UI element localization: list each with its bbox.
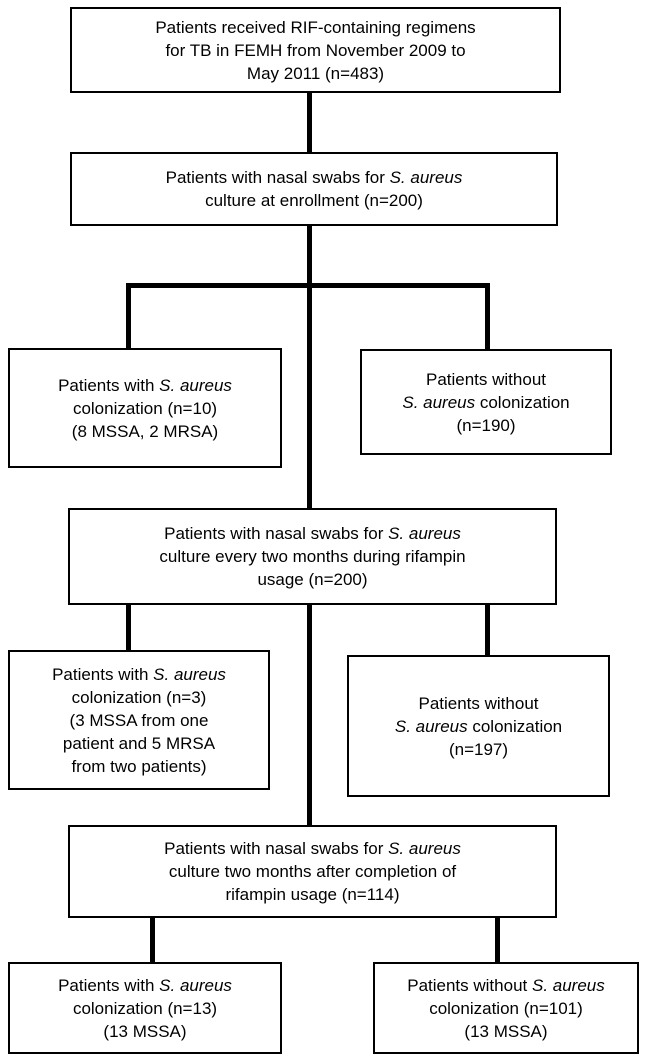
connector-drop-right-enrollment — [485, 283, 490, 349]
connector-branch-horizontal-enrollment — [126, 283, 490, 288]
box-rif-regimens: Patients received RIF-containing regimens for TB in FEMH from November 2009 to May 2011 (n=483) — [70, 7, 561, 93]
box-not-colonized-during: Patients without S. aureus colonization (n=197) — [347, 655, 610, 797]
connector-drop-left-enrollment — [126, 283, 131, 348]
connector-drop-left-after — [150, 918, 155, 962]
box-enrollment-culture: Patients with nasal swabs for S. aureus culture at enrollment (n=200) — [70, 152, 558, 226]
box-during-rifampin-culture: Patients with nasal swabs for S. aureus culture every two months during rifampin usage (n=200) — [68, 508, 557, 605]
connector-drop-right-after — [495, 918, 500, 962]
box-colonized-after: Patients with S. aureus colonization (n=13) (13 MSSA) — [8, 962, 282, 1054]
connector-trunk-during-to-after — [307, 605, 312, 825]
box-not-colonized-enrollment: Patients without S. aureus colonization (n=190) — [360, 349, 612, 455]
connector-top-vertical — [307, 93, 312, 152]
box-not-colonized-after: Patients without S. aureus colonization (n=101) (13 MSSA) — [373, 962, 639, 1054]
box-after-completion-culture: Patients with nasal swabs for S. aureus culture two months after completion of rifampin usage (n=114) — [68, 825, 557, 918]
box-colonized-during: Patients with S. aureus colonization (n=3) (3 MSSA from one patient and 5 MRSA from two patients) — [8, 650, 270, 790]
box-colonized-enrollment: Patients with S. aureus colonization (n=10) (8 MSSA, 2 MRSA) — [8, 348, 282, 468]
connector-drop-left-during — [126, 605, 131, 650]
connector-trunk-enrollment-to-during — [307, 226, 312, 508]
connector-drop-right-during — [485, 605, 490, 655]
